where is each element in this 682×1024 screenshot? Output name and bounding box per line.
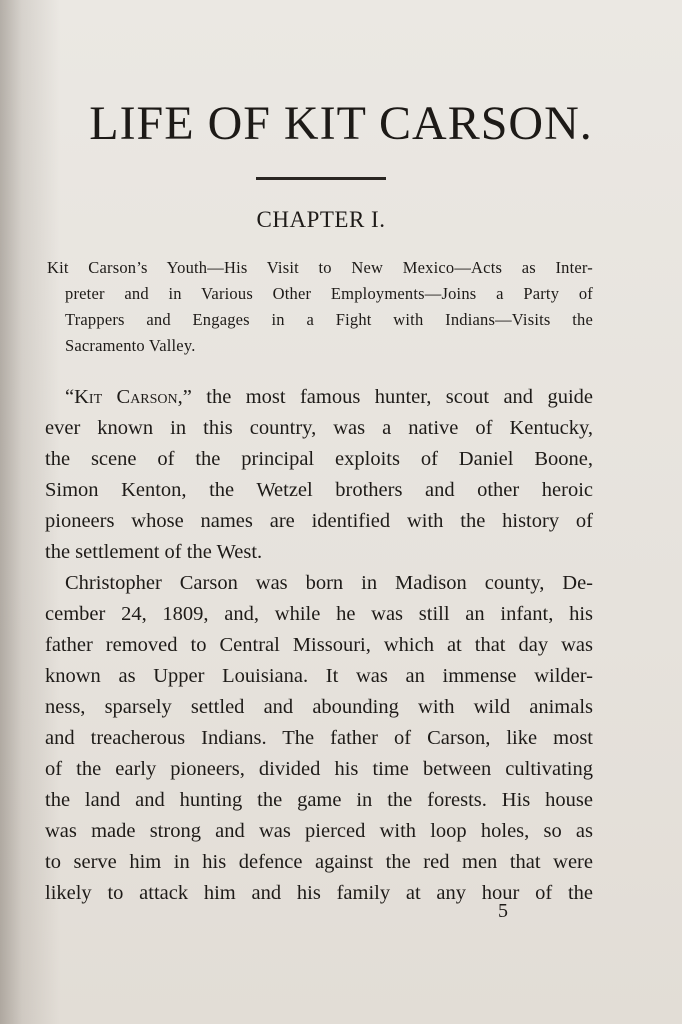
paragraph-1-line xyxy=(45,382,593,413)
paragraph-2-line: and treacherous Indians. The father of Carson, like most xyxy=(45,727,593,749)
synopsis-line: preter and in Various Other Employments—Joins a Party of xyxy=(65,284,593,303)
synopsis-line: Trappers and Engages in a Fight with Indians—Visits the xyxy=(65,310,593,329)
paragraph-2-line: the land and hunting the game in the forests. His house xyxy=(45,789,593,811)
paragraph-1-line: pioneers whose names are identified with the history of xyxy=(45,510,593,532)
paragraph-2-line: ness, sparsely settled and abounding with wild animals xyxy=(45,696,593,718)
paragraph-1-line: the scene of the principal exploits of Daniel Boone, xyxy=(45,448,593,470)
paragraph-1-line: ever known in this country, was a native of Kentucky, xyxy=(45,417,593,439)
paragraph-2-line: father removed to Central Missouri, which at that day was xyxy=(45,634,593,656)
paragraph-2-line: of the early pioneers, divided his time between cultivating xyxy=(45,758,593,780)
paragraph-1-line: the settlement of the West. xyxy=(45,541,263,563)
paragraph-2-line: Christopher Carson was born in Madison county, De- xyxy=(65,572,593,594)
paragraph-1-line: Simon Kenton, the Wetzel brothers and other heroic xyxy=(45,479,593,501)
paragraph-2-line: was made strong and was pierced with loop holes, so as xyxy=(45,820,593,842)
body-text xyxy=(45,382,593,909)
title-divider xyxy=(256,177,386,180)
page-title: LIFE OF KIT CARSON. xyxy=(89,97,593,150)
paragraph-2-line: likely to attack him and his family at any hour of the xyxy=(45,882,593,904)
paragraph-2-line: to serve him in his defence against the red men that were xyxy=(45,851,593,873)
page-number: 5 xyxy=(498,900,508,922)
synopsis-line: Sacramento Valley. xyxy=(65,336,196,355)
paragraph-1-line-rest: ” the most famous hunter, scout and guide xyxy=(182,386,593,408)
name-smallcaps: Kit Carson, xyxy=(74,386,183,408)
open-quote: “ xyxy=(65,386,75,408)
synopsis-line: Kit Carson’s Youth—His Visit to New Mexico—Acts as Inter- xyxy=(47,258,593,277)
chapter-heading: CHAPTER I. xyxy=(256,207,386,232)
chapter-synopsis xyxy=(47,255,593,359)
paragraph-2-line: cember 24, 1809, and, while he was still an infant, his xyxy=(45,603,593,625)
paragraph-2-line: known as Upper Louisiana. It was an immense wilder- xyxy=(45,665,593,687)
